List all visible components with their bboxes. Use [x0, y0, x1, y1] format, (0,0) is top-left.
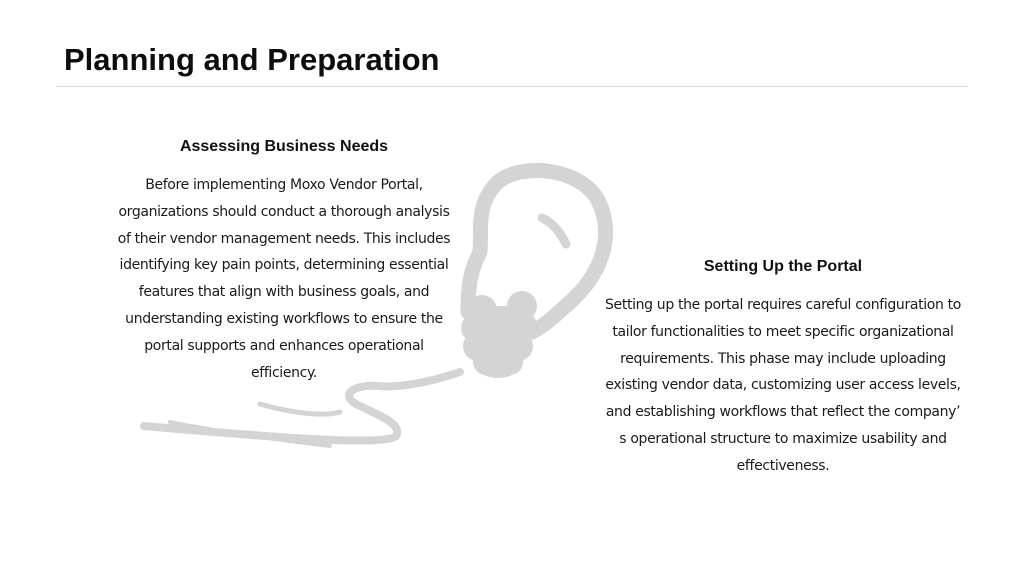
title-divider [56, 86, 968, 87]
section-setting-up-portal [604, 256, 962, 480]
slide-title: Planning and Preparation [64, 42, 440, 77]
section-heading: Assessing Business Needs [179, 138, 389, 155]
section-body: Before implementing Moxo Vendor Portal, organizations should conduct a thorough analysis of their vendor management needs. This includes identifying key pain points, determining essential features that align with business goals, and understanding existing workflows to ensure the portal supports and enhances operational efficiency. [117, 177, 451, 381]
section-assessing-business-needs [112, 136, 456, 386]
section-heading: Setting Up the Portal [703, 258, 863, 275]
section-body: Setting up the portal requires careful configuration to tailor functionalities to meet specific organizational requirements. This phase may include uploading existing vendor data, customizing user access levels, and establishing workflows that reflect the company’ s operational structure to maximize usability and effectiveness. [605, 297, 961, 474]
